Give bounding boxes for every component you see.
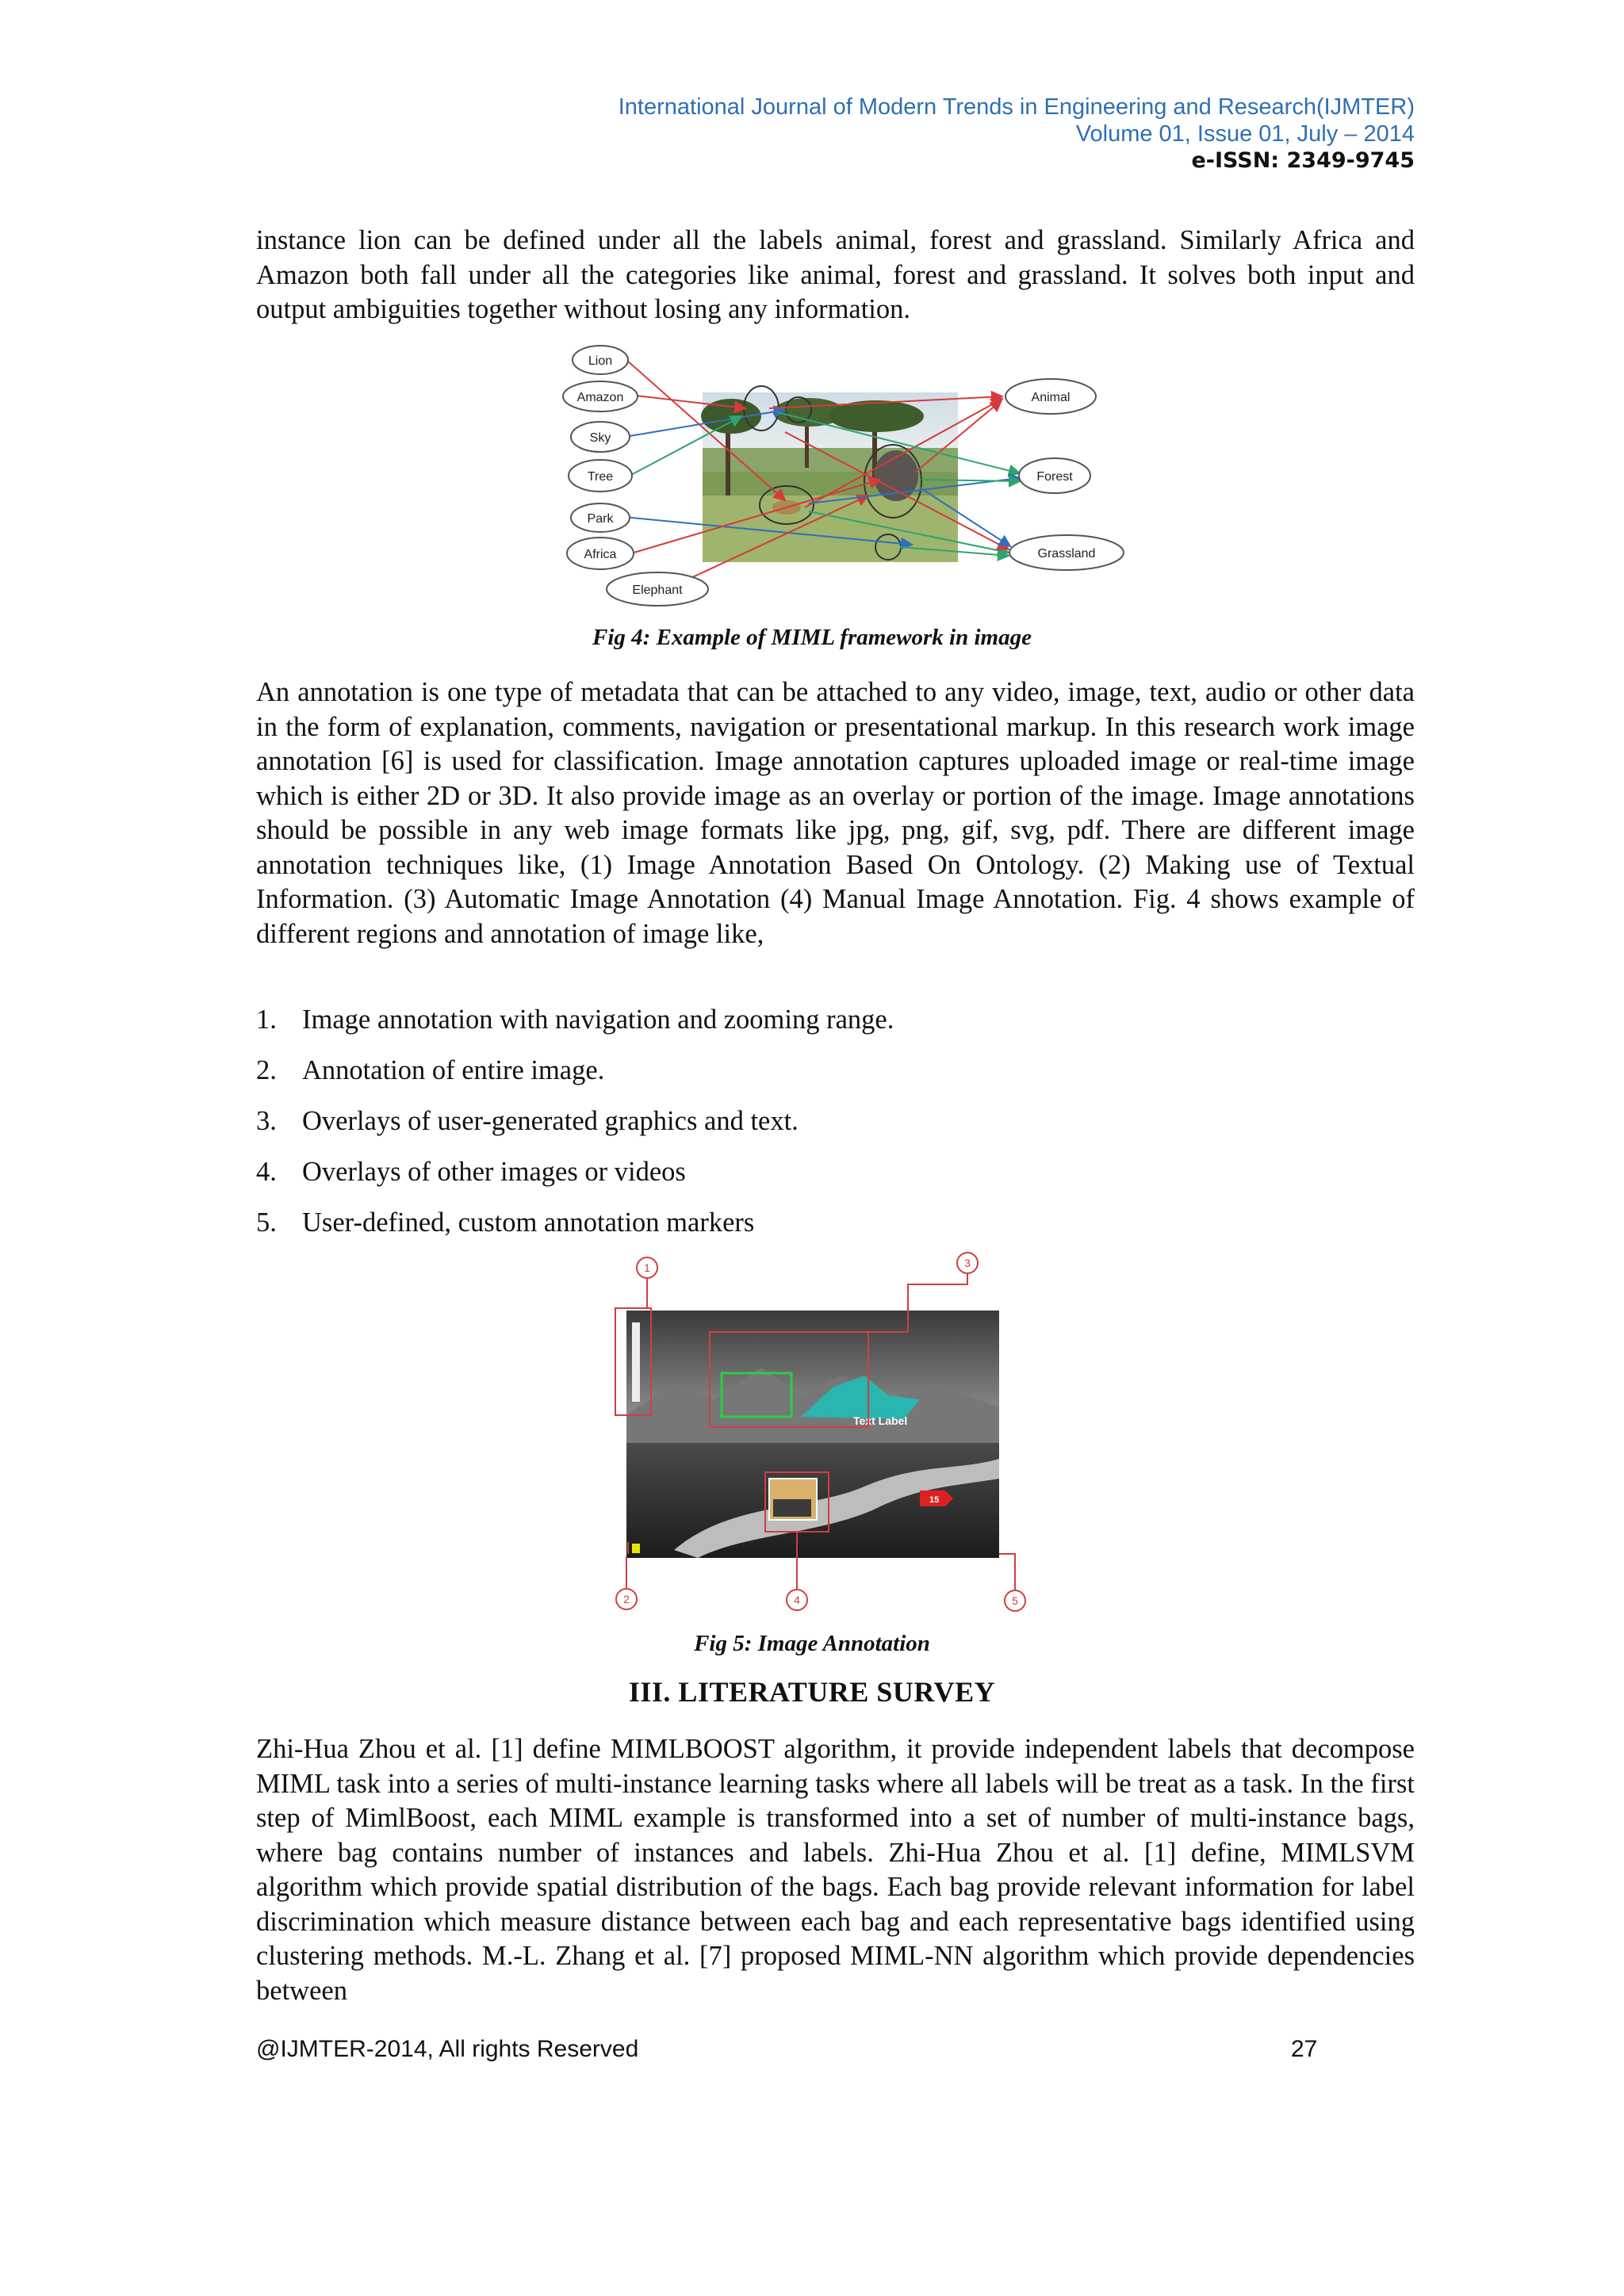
footer-copyright: @IJMTER-2014, All rights Reserved — [256, 2036, 639, 2062]
instance-elephant: Elephant — [632, 584, 683, 597]
zoom-slider — [632, 1322, 640, 1402]
page-header — [619, 94, 1415, 174]
corner-marker — [632, 1544, 640, 1553]
text-label: Text Label — [853, 1414, 908, 1427]
instance-park: Park — [587, 512, 614, 526]
label-animal: Animal — [1031, 391, 1071, 404]
instance-amazon: Amazon — [576, 391, 624, 404]
class-labels — [1005, 379, 1124, 570]
journal-title: International Journal of Modern Trends in Engineering and Research(IJMTER) — [618, 94, 1415, 120]
instance-tree: Tree — [587, 470, 614, 484]
survey-paragraph: Zhi-Hua Zhou et al. [1] define MIMLBOOST algorithm, it provide independent labels that decompose MIML task into a series of multi-instance learning tasks where all labels will be treat as a task. In the first step of MimlBoost, each MIML example is transformed into a set of number of multi-instance bags, where bag contains number of instances and labels. Zhi-Hua Zhou et al. [1] define, MIMLSVM algorithm which provide spatial distribution of the bags. Each bag provide relevant information for label discrimination which measure distance between each bag and each representative bags identified using clustering methods. M.-L. Zhang et al. [7] proposed MIML-NN algorithm which provide dependencies between — [256, 1734, 1415, 2006]
image-annotation-figure — [603, 1249, 1039, 1629]
instance-africa: Africa — [584, 548, 617, 561]
intro-paragraph: instance lion can be defined under all the labels animal, forest and grassland. Similarly Africa and Amazon both fall under all the categories like animal, forest and grassland. It solves both input and output ambiguities together without losing any information. — [256, 225, 1415, 324]
marker-3: 3 — [964, 1257, 971, 1269]
marker-1: 1 — [644, 1261, 650, 1274]
journal-volume: Volume 01, Issue 01, July – 2014 — [1075, 121, 1415, 147]
label-forest: Forest — [1036, 470, 1073, 484]
marker-4: 4 — [794, 1594, 800, 1606]
list-item: 2. Annotation of entire image. — [256, 1055, 605, 1085]
instance-sky: Sky — [589, 431, 611, 445]
annotation-list — [256, 1002, 894, 1256]
label-grassland: Grassland — [1037, 547, 1096, 561]
marker-5: 5 — [1012, 1594, 1018, 1607]
figure4-caption: Fig 4: Example of MIML framework in image — [592, 625, 1032, 650]
instance-labels — [563, 346, 708, 606]
miml-framework-figure — [547, 337, 1134, 610]
landscape-photo — [626, 1311, 999, 1558]
list-item: 3. Overlays of user-generated graphics and text. — [256, 1106, 799, 1136]
page-number: 27 — [1291, 2036, 1318, 2062]
marker-2: 2 — [623, 1593, 630, 1605]
section-title: III. LITERATURE SURVEY — [628, 1676, 996, 1708]
annotation-paragraph: An annotation is one type of metadata that can be attached to any video, image, text, audio or other data in the form of explanation, comments, navigation or presentational markup. In this research work image annotation [6] is used for classification. Image annotation captures uploaded image or real-time image which is either 2D or 3D. It also provide image as an overlay or portion of the image. Image annotations should be possible in any web image formats like jpg, png, gif, svg, pdf. There are different image annotation techniques like, (1) Image Annotation Based On Ontology. (2) Making use of Textual Information. (3) Automatic Image Annotation (4) Manual Image Annotation. Fig. 4 shows example of different regions and annotation of image like, — [256, 677, 1415, 949]
instance-lion: Lion — [588, 354, 613, 368]
list-item: 1. Image annotation with navigation and zooming range. — [256, 1004, 894, 1035]
journal-issn: e-ISSN: 2349-9745 — [1191, 148, 1415, 173]
badge-value: 15 — [929, 1495, 940, 1505]
list-item: 5. User-defined, custom annotation markers — [256, 1207, 755, 1238]
list-item: 4. Overlays of other images or videos — [256, 1157, 686, 1187]
figure5-caption: Fig 5: Image Annotation — [694, 1631, 930, 1656]
